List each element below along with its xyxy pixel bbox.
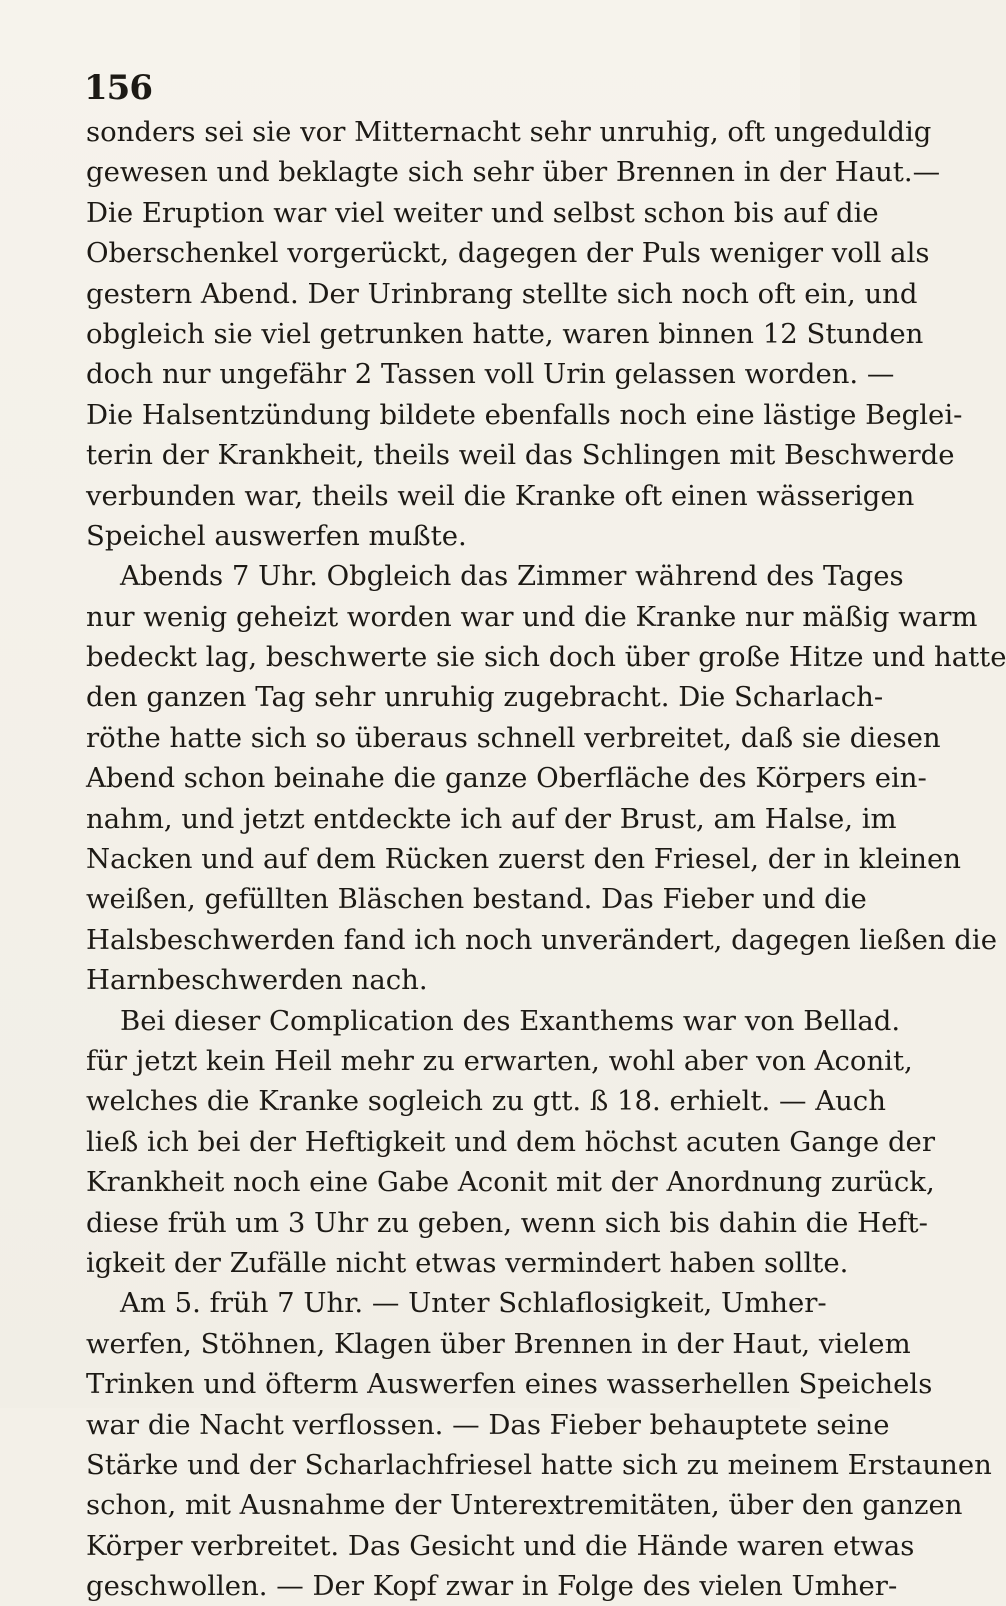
text-line: welches die Kranke sogleich zu gtt. ß 18. erhielt. — Auch (86, 1085, 886, 1118)
text-line: sonders sei sie vor Mitternacht sehr unruhig, oft ungeduldig (86, 116, 932, 148)
text-line: Trinken und öfterm Auswerfen eines wasserhellen Speichels (86, 1368, 933, 1401)
text-line: Am 5. früh 7 Uhr. — Unter Schlaflosigkeit, Umher- (120, 1287, 827, 1320)
text-line: gewesen und beklagte sich sehr über Brennen in der Haut.— (86, 156, 941, 189)
text-line: terin der Krankheit, theils weil das Schlingen mit Beschwerde (86, 439, 955, 472)
text-line: Harnbeschwerden nach. (86, 964, 428, 997)
text-line: war die Nacht verflossen. — Das Fieber behauptete seine (86, 1408, 890, 1441)
text-line: weißen, gefüllten Bläschen bestand. Das Fieber und die (86, 883, 867, 916)
text-line: Halsbeschwerden fand ich noch unverändert, dagegen ließen die (86, 923, 997, 956)
text-line: Krankheit noch eine Gabe Aconit mit der Anordnung zurück, (86, 1166, 935, 1199)
text-line: Bei dieser Complication des Exanthems war von Bellad. (120, 1004, 901, 1037)
text-line: geschwollen. — Der Kopf zwar in Folge des vielen Umher- (86, 1570, 898, 1603)
text-line: für jetzt kein Heil mehr zu erwarten, wohl aber von Aconit, (86, 1044, 913, 1077)
text-line: Nacken und auf dem Rücken zuerst den Friesel, der in kleinen (86, 843, 962, 876)
text-line: nur wenig geheizt worden war und die Kranke nur mäßig warm (86, 600, 978, 633)
text-line: obgleich sie viel getrunken hatte, waren binnen 12 Stunden (86, 317, 924, 350)
text-line: gestern Abend. Der Urinbrang stellte sich noch oft ein, und (86, 277, 918, 310)
text-line: Körper verbreitet. Das Gesicht und die Hände waren etwas (86, 1529, 915, 1562)
text-line: Abends 7 Uhr. Obgleich das Zimmer während des Tages (120, 560, 904, 593)
text-line: ließ ich bei der Heftigkeit und dem höchst acuten Gange der (86, 1125, 935, 1158)
text-line: werfen, Stöhnen, Klagen über Brennen in der Haut, vielem (86, 1327, 911, 1360)
text-line: Abend schon beinahe die ganze Oberfläche des Körpers ein- (86, 762, 927, 795)
text-line: röthe hatte sich so überaus schnell verbreitet, daß sie diesen (86, 721, 941, 754)
text-line: Die Eruption war viel weiter und selbst schon bis auf die (86, 196, 879, 229)
text-line: verbunden war, theils weil die Kranke oft einen wässerigen (86, 479, 915, 512)
text-line: Oberschenkel vorgerückt, dagegen der Puls weniger voll als (86, 237, 930, 270)
text-line: igkeit der Zufälle nicht etwas vermindert haben sollte. (86, 1246, 849, 1279)
text-line: Speichel auswerfen mußte. (86, 519, 467, 552)
text-line: schon, mit Ausnahme der Unterextremitäten, über den ganzen (86, 1489, 963, 1522)
text-line: bedeckt lag, beschwerte sie sich doch über große Hitze und hatte (86, 641, 1006, 674)
text-line: doch nur ungefähr 2 Tassen voll Urin gelassen worden. — (86, 358, 895, 391)
text-line: Die Halsentzündung bildete ebenfalls noch eine lästige Beglei- (86, 398, 963, 431)
text-line: diese früh um 3 Uhr zu geben, wenn sich bis dahin die Heft- (86, 1206, 928, 1239)
page-number: 156 (84, 68, 152, 108)
body-text (86, 112, 1006, 1606)
text-line: nahm, und jetzt entdeckte ich auf der Brust, am Halse, im (86, 802, 897, 835)
text-line: den ganzen Tag sehr unruhig zugebracht. Die Scharlach- (86, 681, 884, 714)
text-line: Stärke und der Scharlachfriesel hatte sich zu meinem Erstaunen (86, 1448, 992, 1481)
